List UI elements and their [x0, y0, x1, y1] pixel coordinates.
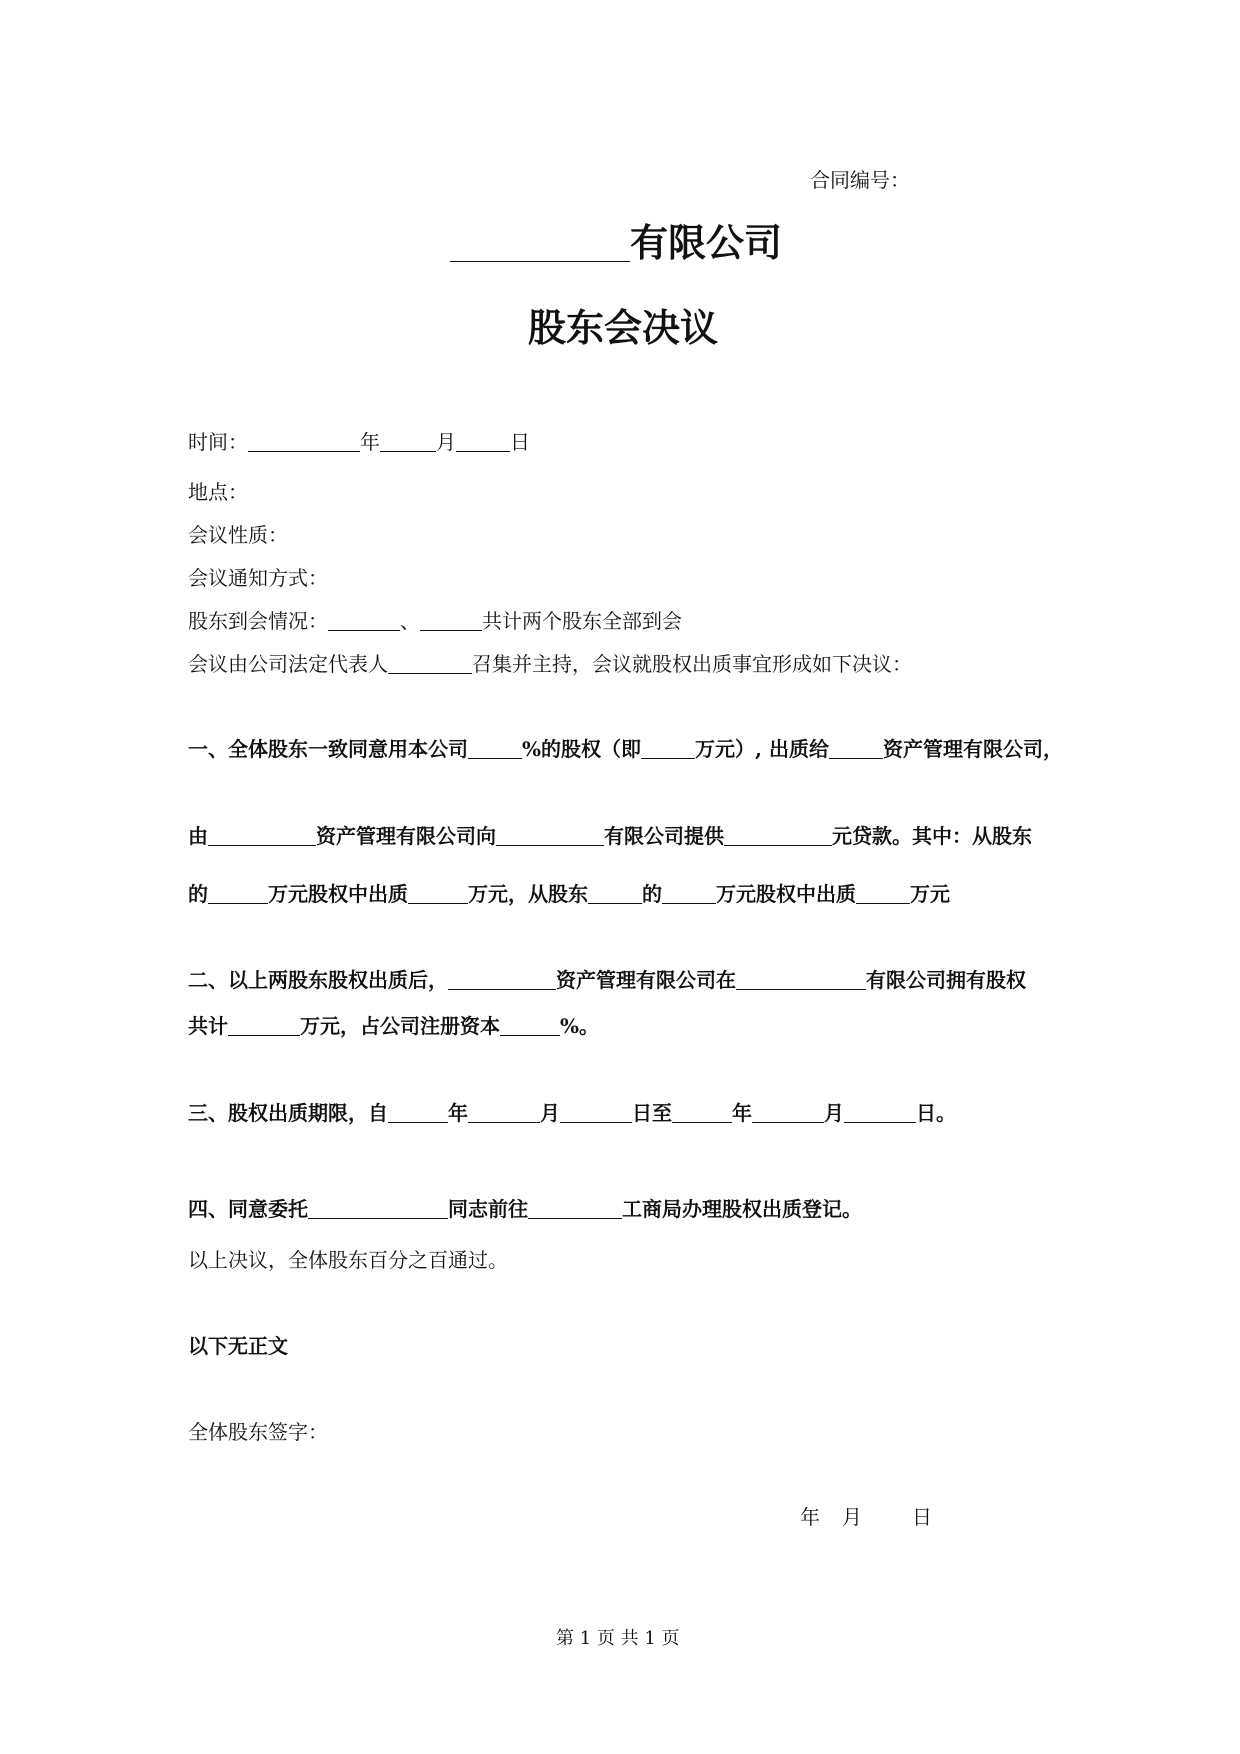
- resolution-2-line-1: [188, 964, 1026, 993]
- r2-l2-text-c: %。: [560, 1014, 600, 1038]
- target-company-blank: [736, 969, 866, 990]
- company-title: [450, 212, 782, 267]
- end-day-blank: [844, 1102, 916, 1123]
- r1-l3-text-c: 万元，从股东: [468, 882, 588, 906]
- delegate-blank: [308, 1198, 448, 1219]
- r1-text-a: 一、全体股东一致同意用本公司: [188, 737, 468, 761]
- lender-blank: [208, 825, 316, 846]
- signature-date-line: [800, 1501, 932, 1530]
- r1-l2-text-c: 有限公司提供: [604, 824, 724, 848]
- page-footer: 第 1 页 共 1 页: [556, 1628, 680, 1649]
- pledgee-blank: [829, 738, 883, 759]
- r3-end: 日。: [916, 1101, 956, 1125]
- r1-l2-text-b: 资产管理有限公司向: [316, 824, 496, 848]
- legal-representative-blank: [388, 653, 472, 674]
- meeting-notice-method: 会议通知方式：: [188, 566, 328, 590]
- contract-number-label: 合同编号：: [810, 168, 910, 192]
- chair-prefix: 会议由公司法定代表人: [188, 652, 388, 676]
- r2-l2-text-a: 共计: [188, 1014, 228, 1038]
- no-more-text: 以下无正文: [188, 1334, 288, 1358]
- r1-l2-text-a: 由: [188, 824, 208, 848]
- meeting-chair: [188, 648, 912, 677]
- bureau-blank: [528, 1198, 622, 1219]
- borrower-blank: [496, 825, 604, 846]
- company-name-blank: [450, 223, 630, 262]
- r2-text-a: 二、以上两股东股权出质后，: [188, 968, 448, 992]
- r1-l3-text-a: 的: [188, 882, 208, 906]
- r2-l2-text-b: 万元，占公司注册资本: [300, 1014, 500, 1038]
- loan-amount-blank: [724, 825, 832, 846]
- r1-text-c: 万元）, 出质给: [695, 737, 829, 761]
- r1-l3-text-f: 万元: [910, 882, 950, 906]
- sig-day: 日: [912, 1505, 932, 1529]
- resolution-1-line-2: [188, 820, 1032, 849]
- r2-text-b: 资产管理有限公司在: [556, 968, 736, 992]
- shareholder-attendance: [188, 605, 682, 634]
- end-month-blank: [752, 1102, 824, 1123]
- r4-text-c: 工商局办理股权出质登记。: [622, 1197, 862, 1221]
- attendance-label: 股东到会情况：: [188, 609, 328, 633]
- total-equity-blank: [228, 1015, 300, 1036]
- sig-month: 月: [842, 1505, 862, 1529]
- r3-end-year: 年: [732, 1101, 752, 1125]
- r1-l3-text-d: 的: [642, 882, 662, 906]
- shareholder-b-blank: [420, 610, 482, 631]
- equity-amount-2-blank: [662, 883, 716, 904]
- r3-start-month: 月: [540, 1101, 560, 1125]
- r3-start-year: 年: [448, 1101, 468, 1125]
- capital-percent-blank: [500, 1015, 560, 1036]
- resolution-1-line-3: [188, 878, 950, 907]
- start-year-blank: [388, 1102, 448, 1123]
- year-text: 年: [360, 430, 380, 454]
- pledged-amount-1-blank: [408, 883, 468, 904]
- attendance-suffix: 共计两个股东全部到会: [482, 609, 682, 633]
- r3-to: 日至: [632, 1101, 672, 1125]
- r2-text-c: 有限公司拥有股权: [866, 968, 1026, 992]
- r1-l3-text-e: 万元股权中出质: [716, 882, 856, 906]
- resolution-2-line-2: [188, 1010, 599, 1039]
- resolution-3: [188, 1097, 956, 1126]
- meeting-place: 地点：: [188, 480, 248, 504]
- conclusion-text: 以上决议，全体股东百分之百通过。: [188, 1248, 508, 1272]
- start-day-blank: [560, 1102, 632, 1123]
- chair-suffix: 召集并主持，会议就股权出质事宜形成如下决议：: [472, 652, 912, 676]
- document-title: 股东会决议: [528, 305, 719, 350]
- resolution-4: [188, 1193, 862, 1222]
- company-suffix: 有限公司: [630, 220, 783, 265]
- day-text: 日: [510, 430, 530, 454]
- signature-label: 全体股东签字：: [188, 1420, 328, 1444]
- shareholder-a-blank: [328, 610, 400, 631]
- r4-text-b: 同志前往: [448, 1197, 528, 1221]
- meeting-nature: 会议性质：: [188, 523, 288, 547]
- shareholder-1-blank: [208, 883, 268, 904]
- sig-year: 年: [800, 1505, 820, 1529]
- pledged-amount-2-blank: [856, 883, 910, 904]
- r3-end-month: 月: [824, 1101, 844, 1125]
- r3-text-a: 三、股权出质期限，自: [188, 1101, 388, 1125]
- month-text: 月: [436, 430, 456, 454]
- equity-percent-blank: [468, 738, 522, 759]
- start-month-blank: [468, 1102, 540, 1123]
- time-label: 时间：: [188, 430, 248, 454]
- r1-l3-text-b: 万元股权中出质: [268, 882, 408, 906]
- resolution-1-line-1: [188, 733, 1063, 762]
- equity-amount-blank: [641, 738, 695, 759]
- month-blank: [380, 431, 436, 452]
- r1-text-b: %的股权（即: [522, 737, 642, 761]
- meeting-time: [188, 426, 530, 455]
- pledgee-company-blank: [448, 969, 556, 990]
- shareholder-2-blank: [588, 883, 642, 904]
- r1-text-d: 资产管理有限公司，: [882, 737, 1063, 761]
- end-year-blank: [672, 1102, 732, 1123]
- attendance-separator: 、: [400, 609, 420, 633]
- r4-text-a: 四、同意委托: [188, 1197, 308, 1221]
- r1-l2-text-d: 元贷款。其中：从股东: [832, 824, 1032, 848]
- day-blank: [456, 431, 510, 452]
- year-blank: [248, 431, 360, 452]
